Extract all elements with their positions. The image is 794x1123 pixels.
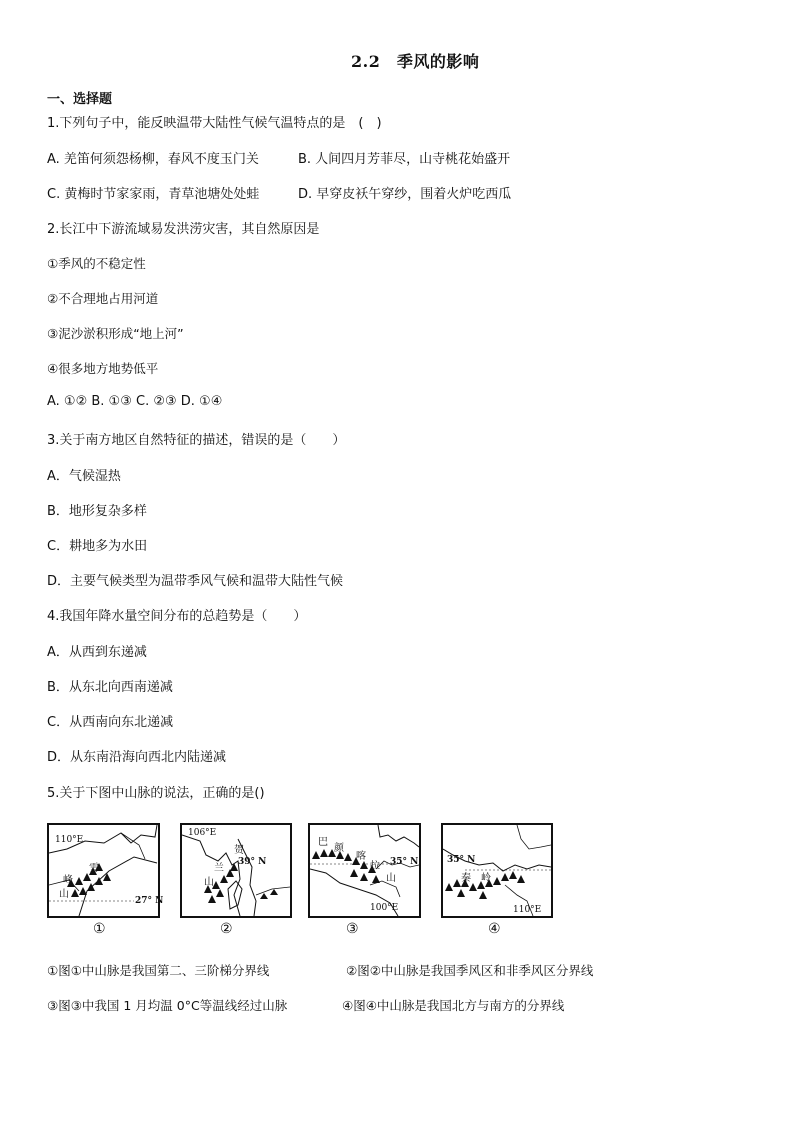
q4-option-d[interactable]: D．从东南沿海向西北内陆递减 bbox=[47, 750, 227, 765]
q3-option-c[interactable]: C．耕地多为水田 bbox=[47, 539, 148, 554]
map-2-latitude-label: 39° N bbox=[238, 857, 267, 867]
map-3-name-3: 喀 bbox=[356, 851, 366, 862]
q3-option-d[interactable]: D．主要气候类型为温带季风气候和温带大陆性气候 bbox=[47, 574, 344, 589]
map-3-caption: ③ bbox=[346, 921, 359, 937]
map-1-name-2: 峰 bbox=[63, 875, 73, 886]
q4-option-a[interactable]: A．从西到东递减 bbox=[47, 645, 147, 660]
map-2-drawing bbox=[182, 825, 290, 916]
map-4-drawing bbox=[443, 825, 551, 916]
map-4-latitude-label: 35° N bbox=[447, 855, 476, 865]
q4-option-c[interactable]: C．从西南向东北递减 bbox=[47, 715, 174, 730]
map-3-name-5: 山 bbox=[386, 873, 396, 884]
map-1 bbox=[47, 823, 164, 918]
map-1-longitude-label: 110°E bbox=[55, 835, 84, 845]
map-2-name-2: 兰 bbox=[214, 863, 224, 874]
map-3-name-1: 巴 bbox=[318, 837, 328, 848]
map-4-name-1: 秦 bbox=[461, 873, 471, 884]
page-title: 2.2 季风的影响 bbox=[351, 52, 480, 71]
q1-option-a[interactable]: A. 羌笛何须怨杨柳，春风不度玉门关 bbox=[47, 152, 259, 167]
q5-statement-1: ①图①中山脉是我国第二、三阶梯分界线 bbox=[47, 963, 270, 978]
q3-option-a[interactable]: A．气候湿热 bbox=[47, 469, 121, 484]
q1-option-b[interactable]: B. 人间四月芳菲尽，山寺桃花始盛开 bbox=[298, 152, 511, 167]
map-4 bbox=[441, 823, 553, 918]
section-heading: 一、选择题 bbox=[47, 92, 113, 107]
q2-stem: 2.长江中下游流域易发洪涝灾害，其自然原因是 bbox=[47, 222, 320, 237]
q5-statement-4: ④图④中山脉是我国北方与南方的分界线 bbox=[342, 998, 565, 1013]
map-2-longitude-label: 106°E bbox=[188, 828, 217, 838]
q5-statement-3: ③图③中我国 1 月均温 0°C等温线经过山脉 bbox=[47, 998, 288, 1013]
map-1-latitude-label: 27° N bbox=[135, 896, 164, 906]
map-2-name-3: 山 bbox=[204, 877, 214, 888]
map-3-longitude-label: 100°E bbox=[370, 903, 399, 913]
map-2-name-1: 贺 bbox=[234, 845, 244, 856]
q2-statement-4: ④很多地方地势低平 bbox=[47, 361, 159, 376]
q5-stem: 5.关于下图中山脉的说法，正确的是() bbox=[47, 786, 265, 801]
map-3-name-2: 颜 bbox=[334, 843, 344, 854]
map-3-name-4: 拉 bbox=[370, 861, 380, 872]
map-3 bbox=[308, 823, 421, 918]
map-4-name-2: 岭 bbox=[481, 873, 491, 884]
map-1-caption: ① bbox=[93, 921, 106, 937]
map-1-name-3: 山 bbox=[59, 889, 69, 900]
q5-statement-2: ②图②中山脉是我国季风区和非季风区分界线 bbox=[346, 963, 594, 978]
map-2 bbox=[180, 823, 292, 918]
q2-statement-1: ①季风的不稳定性 bbox=[47, 256, 146, 271]
q3-option-b[interactable]: B．地形复杂多样 bbox=[47, 504, 147, 519]
map-4-caption: ④ bbox=[488, 921, 501, 937]
map-4-longitude-label: 110°E bbox=[513, 905, 542, 915]
map-2-caption: ② bbox=[220, 921, 233, 937]
map-3-latitude-label: 35° N bbox=[390, 857, 419, 867]
q3-stem: 3.关于南方地区自然特征的描述，错误的是（ ） bbox=[47, 433, 346, 448]
q1-option-d[interactable]: D. 早穿皮袄午穿纱，围着火炉吃西瓜 bbox=[298, 187, 512, 202]
q1-stem: 1.下列句子中，能反映温带大陆性气候气温特点的是 ( ) bbox=[47, 116, 382, 131]
q2-statement-2: ②不合理地占用河道 bbox=[47, 291, 159, 306]
q4-stem: 4.我国年降水量空间分布的总趋势是（ ） bbox=[47, 609, 307, 624]
q2-statement-3: ③泥沙淤积形成“地上河” bbox=[47, 326, 184, 341]
map-1-name-1: 雪 bbox=[89, 863, 99, 874]
q2-options[interactable]: A. ①② B. ①③ C. ②③ D. ①④ bbox=[47, 394, 223, 409]
q1-option-c[interactable]: C. 黄梅时节家家雨，青草池塘处处蛙 bbox=[47, 187, 260, 202]
q4-option-b[interactable]: B．从东北向西南递减 bbox=[47, 680, 173, 695]
